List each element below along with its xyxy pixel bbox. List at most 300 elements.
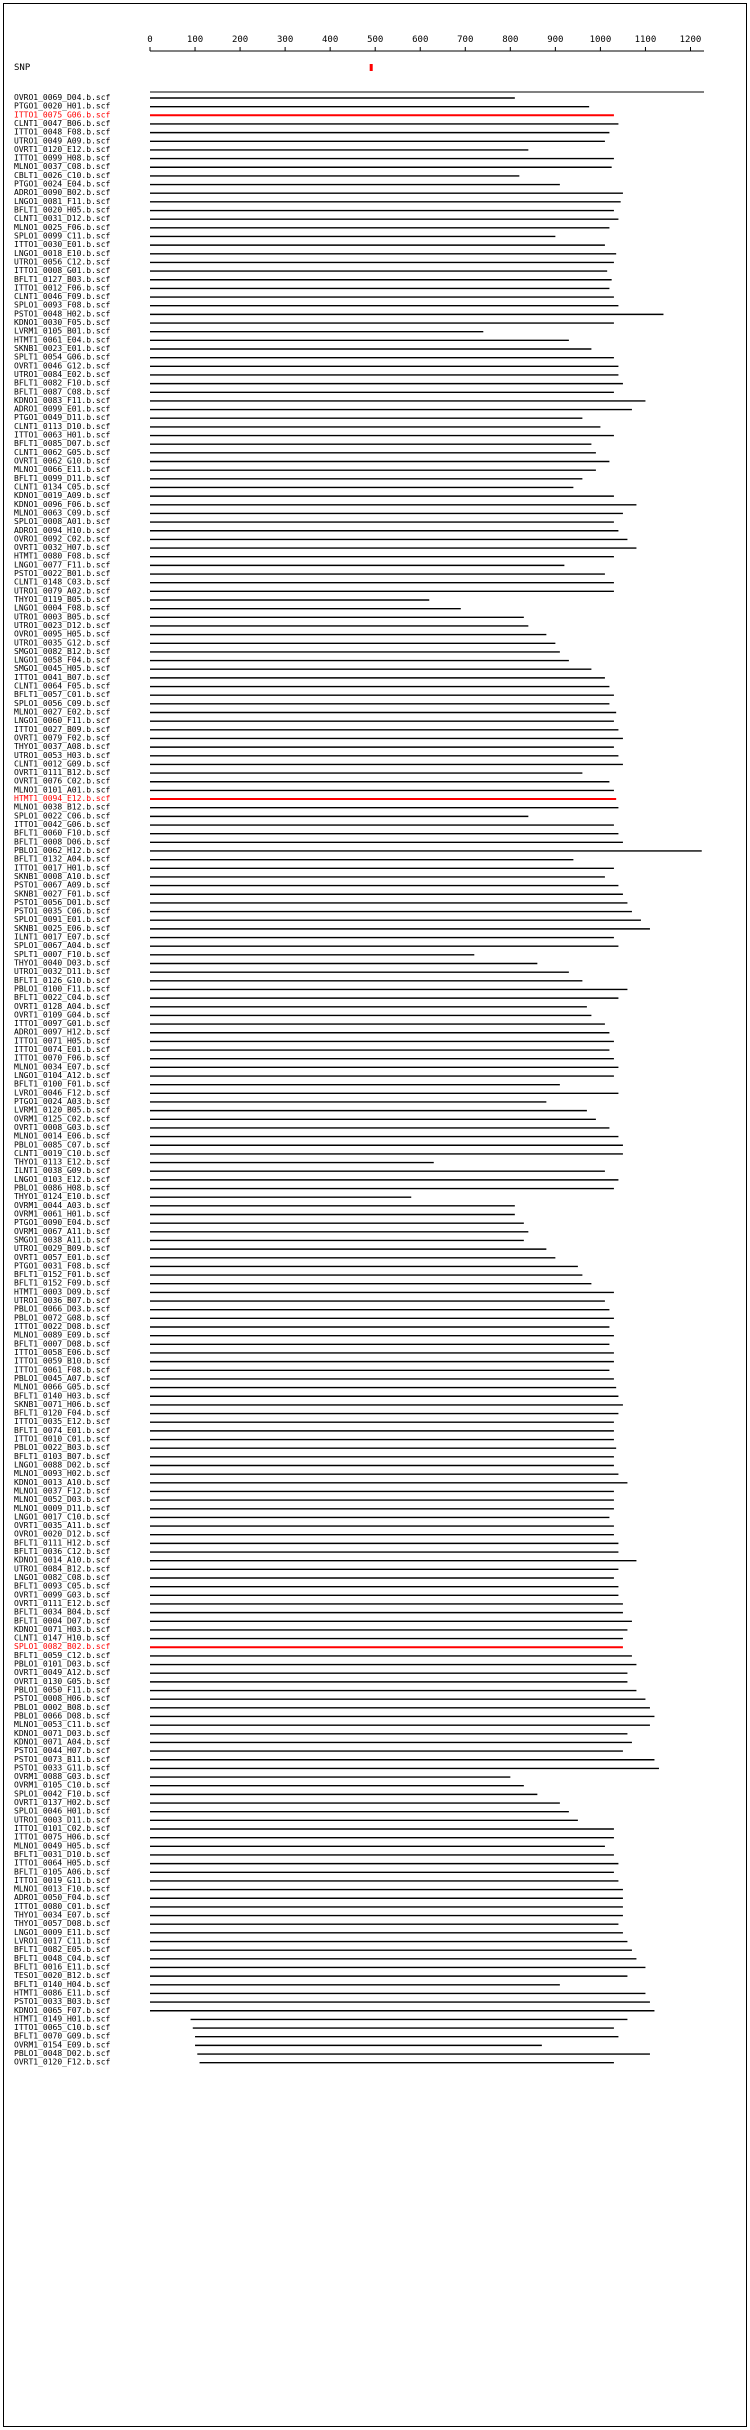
read-name[interactable]: MLNO1_0027_E02.b.scf (14, 707, 111, 717)
read-name[interactable]: PTGO1_0020_H01.b.scf (14, 101, 111, 111)
read-row[interactable] (14, 1962, 645, 1971)
read-name[interactable]: PBLO1_0072_G08.b.scf (14, 1313, 111, 1323)
read-row[interactable] (14, 1711, 654, 1720)
read-row[interactable] (14, 1158, 434, 1167)
read-name[interactable]: CBLT1_0026_C10.b.scf (14, 170, 111, 180)
read-name[interactable]: MLNO1_0025_F06.b.scf (14, 222, 111, 232)
read-name[interactable]: ITTO1_0030_E01.b.scf (14, 240, 111, 250)
read-name[interactable]: SMGO1_0038_A11.b.scf (14, 1235, 111, 1245)
read-name[interactable]: ITTO1_0061_F08.b.scf (14, 1365, 111, 1375)
read-row[interactable] (14, 1660, 636, 1669)
read-row[interactable] (14, 1261, 578, 1270)
read-name[interactable]: BFLT1_0059_C12.b.scf (14, 1650, 111, 1660)
read-name[interactable]: ITTO1_0048_F08.b.scf (14, 127, 111, 137)
read-name[interactable]: HTMT1_0080_F08.b.scf (14, 551, 111, 561)
read-row[interactable] (14, 188, 623, 197)
read-row[interactable] (14, 1625, 627, 1634)
read-row[interactable] (14, 1512, 609, 1521)
read-name[interactable]: PTGO1_0024_E04.b.scf (14, 179, 111, 189)
read-name[interactable]: BFLT1_0099_D11.b.scf (14, 473, 111, 483)
read-row[interactable] (14, 1166, 605, 1175)
read-name[interactable]: ITTO1_0097_G01.b.scf (14, 1019, 111, 1029)
read-name[interactable]: BFLT1_0004_D07.b.scf (14, 1616, 111, 1626)
read-name[interactable]: MLNO1_0101_A01.b.scf (14, 785, 111, 795)
read-name[interactable]: UTRO1_0003_B05.b.scf (14, 612, 111, 622)
read-name[interactable]: LNGO1_0103_E12.b.scf (14, 1174, 111, 1184)
read-name[interactable]: ITTO1_0017_H01.b.scf (14, 863, 111, 873)
read-row[interactable] (14, 1417, 614, 1426)
read-name[interactable]: CLNT1_0012_G09.b.scf (14, 759, 111, 769)
read-name[interactable]: LNGO1_0081_F11.b.scf (14, 196, 111, 206)
read-row[interactable] (14, 1651, 632, 1660)
read-name[interactable]: OVRO1_0020_D12.b.scf (14, 1529, 111, 1539)
read-row[interactable] (14, 1409, 618, 1418)
read-row[interactable] (14, 534, 627, 543)
read-name[interactable]: PSTO1_0033_B03.b.scf (14, 1997, 111, 2007)
read-row[interactable] (14, 1149, 623, 1158)
read-name[interactable]: OVRM1_0125_C02.b.scf (14, 1114, 111, 1124)
read-row[interactable] (14, 993, 618, 1002)
read-name[interactable]: OVRT1_0062_G10.b.scf (14, 456, 111, 466)
read-name[interactable]: BFLT1_0126_G10.b.scf (14, 975, 111, 985)
read-name[interactable]: PTGO1_0024_A03.b.scf (14, 1096, 111, 1106)
read-row[interactable] (14, 1426, 614, 1435)
read-name[interactable]: SPLO1_0067_A04.b.scf (14, 941, 111, 951)
read-row[interactable] (14, 1184, 614, 1193)
read-name[interactable]: HTMT1_0094_E12.b.scf (14, 794, 111, 804)
read-name[interactable]: ITTO1_0058_E06.b.scf (14, 1347, 111, 1357)
read-row[interactable] (14, 1478, 627, 1487)
read-name[interactable]: SPLO1_0099_C11.b.scf (14, 231, 111, 241)
read-row[interactable] (14, 560, 564, 569)
read-row[interactable] (14, 292, 614, 301)
read-row[interactable] (14, 586, 614, 595)
read-name[interactable]: KDNO1_0019_A09.b.scf (14, 491, 111, 501)
read-name[interactable]: MLNO1_0066_G05.b.scf (14, 1382, 111, 1392)
read-row[interactable] (14, 1781, 524, 1790)
read-name[interactable]: CLNT1_0062_G05.b.scf (14, 447, 111, 457)
read-name[interactable]: ITTO1_0099_H08.b.scf (14, 153, 111, 163)
read-row[interactable] (14, 206, 614, 215)
read-row[interactable] (14, 1815, 578, 1824)
read-name[interactable]: ITTO1_0035_E12.b.scf (14, 1417, 111, 1427)
read-row[interactable] (14, 457, 609, 466)
read-row[interactable] (14, 2014, 627, 2023)
read-row[interactable] (14, 2006, 654, 2015)
read-row[interactable] (14, 145, 528, 154)
read-row[interactable] (14, 1270, 582, 1279)
read-row[interactable] (14, 1859, 618, 1868)
read-name[interactable]: ADRO1_0094_H10.b.scf (14, 525, 111, 535)
read-name[interactable]: ITTO1_0080_C01.b.scf (14, 1901, 111, 1911)
read-row[interactable] (14, 1902, 623, 1911)
read-name[interactable]: ITTO1_0012_F06.b.scf (14, 283, 111, 293)
read-row[interactable] (14, 682, 609, 691)
read-row[interactable] (14, 1114, 596, 1123)
read-name[interactable]: MLNO1_0049_H05.b.scf (14, 1841, 111, 1851)
read-name[interactable]: CLNT1_0046_F09.b.scf (14, 292, 111, 302)
read-name[interactable]: ADRO1_0050_F04.b.scf (14, 1893, 111, 1903)
read-name[interactable]: SPLO1_0082_B02.b.scf (14, 1642, 111, 1652)
read-name[interactable]: MLNO1_0093_H02.b.scf (14, 1469, 111, 1479)
read-name[interactable]: SPLO1_0093_F08.b.scf (14, 300, 111, 310)
read-row[interactable] (14, 777, 609, 786)
read-row[interactable] (14, 569, 605, 578)
read-row[interactable] (14, 1789, 537, 1798)
read-name[interactable]: OVRT1_0046_G12.b.scf (14, 361, 111, 371)
read-name[interactable]: ITTO1_0065_C10.b.scf (14, 2023, 111, 2033)
read-row[interactable] (14, 552, 614, 561)
read-name[interactable]: CLNT1_0064_F05.b.scf (14, 681, 111, 691)
read-row[interactable] (14, 223, 609, 232)
read-row[interactable] (14, 1850, 614, 1859)
read-row[interactable] (14, 1919, 618, 1928)
read-name[interactable]: ADRO1_0090_B02.b.scf (14, 188, 111, 198)
read-name[interactable]: HTMT1_0003_D09.b.scf (14, 1287, 111, 1297)
read-row[interactable] (14, 1504, 614, 1513)
read-name[interactable]: PBLO1_0100_F11.b.scf (14, 984, 111, 994)
read-row[interactable] (14, 924, 650, 933)
read-row[interactable] (14, 604, 461, 613)
read-row[interactable] (14, 1833, 614, 1842)
read-row[interactable] (14, 1348, 614, 1357)
read-row[interactable] (14, 733, 623, 742)
read-row[interactable] (14, 387, 614, 396)
read-name[interactable]: BFLT1_0093_C05.b.scf (14, 1581, 111, 1591)
read-row[interactable] (14, 1253, 555, 1262)
read-row[interactable] (14, 275, 612, 284)
read-row[interactable] (14, 1123, 609, 1132)
read-row[interactable] (14, 656, 569, 665)
read-row[interactable] (14, 361, 618, 370)
read-name[interactable]: OVRT1_0111_B12.b.scf (14, 768, 111, 778)
read-name[interactable]: THYO1_0119_B05.b.scf (14, 594, 111, 604)
read-name[interactable]: SKNB1_0071_H06.b.scf (14, 1399, 111, 1409)
read-name[interactable]: ITTO1_0041_B07.b.scf (14, 672, 111, 682)
read-name[interactable]: ITTO1_0071_H05.b.scf (14, 1036, 111, 1046)
read-row[interactable] (14, 1841, 605, 1850)
read-name[interactable]: KDNO1_0013_A10.b.scf (14, 1477, 111, 1487)
read-name[interactable]: OVRT1_0111_E12.b.scf (14, 1598, 111, 1608)
read-row[interactable] (14, 1365, 609, 1374)
read-name[interactable]: UTRO1_0053_H03.b.scf (14, 750, 111, 760)
read-row[interactable] (14, 1045, 609, 1054)
read-name[interactable]: SKNB1_0023_E01.b.scf (14, 343, 111, 353)
read-name[interactable]: OVRT1_0130_G05.b.scf (14, 1676, 111, 1686)
read-name[interactable]: ADRO1_0099_E01.b.scf (14, 404, 111, 414)
read-row[interactable] (14, 1876, 618, 1885)
read-row[interactable] (14, 1737, 632, 1746)
read-name[interactable]: OVRM1_0088_G03.b.scf (14, 1772, 111, 1782)
read-name[interactable]: PBLO1_0062_H12.b.scf (14, 845, 111, 855)
read-row[interactable] (14, 517, 614, 526)
read-name[interactable]: BFLT1_0031_D10.b.scf (14, 1849, 111, 1859)
read-row[interactable] (14, 1668, 627, 1677)
read-row[interactable] (14, 1054, 614, 1063)
read-name[interactable]: ITTO1_0101_C02.b.scf (14, 1824, 111, 1833)
read-name[interactable]: SMGO1_0082_B12.b.scf (14, 646, 111, 656)
read-row[interactable] (14, 439, 591, 448)
read-name[interactable]: SKNB1_0008_A10.b.scf (14, 871, 111, 881)
read-name[interactable]: TESO1_0020_B12.b.scf (14, 1971, 111, 1981)
read-row[interactable] (14, 379, 623, 388)
read-name[interactable]: CLNT1_0031_D12.b.scf (14, 214, 111, 224)
read-row[interactable] (14, 396, 645, 405)
read-row[interactable] (14, 1564, 618, 1573)
read-row[interactable] (14, 448, 596, 457)
read-row[interactable] (14, 1235, 524, 1244)
read-name[interactable]: BFLT1_0085_D07.b.scf (14, 439, 111, 449)
read-name[interactable]: LNGO1_0018_E10.b.scf (14, 248, 111, 258)
read-name[interactable]: ITTO1_0010_C01.b.scf (14, 1434, 111, 1444)
read-name[interactable]: OVRT1_0079_F02.b.scf (14, 733, 111, 743)
read-name[interactable]: OVRT1_0032_H07.b.scf (14, 543, 111, 553)
read-name[interactable]: OVRT1_0128_A04.b.scf (14, 1001, 111, 1011)
read-row[interactable] (14, 1590, 618, 1599)
read-row[interactable] (14, 1071, 614, 1080)
read-row[interactable] (14, 1383, 616, 1392)
read-name[interactable]: ITTO1_0064_H05.b.scf (14, 1858, 111, 1868)
read-row[interactable] (14, 1028, 609, 1037)
read-name[interactable]: MLNO1_0038_B12.b.scf (14, 802, 111, 812)
read-row[interactable] (14, 941, 618, 950)
read-name[interactable]: BFLT1_0082_F10.b.scf (14, 378, 111, 388)
read-name[interactable]: THYO1_0034_E07.b.scf (14, 1910, 111, 1920)
read-row[interactable] (14, 829, 618, 838)
read-row[interactable] (14, 1244, 546, 1253)
read-row[interactable] (14, 1339, 609, 1348)
read-name[interactable]: MLNO1_0034_E07.b.scf (14, 1062, 111, 1072)
read-name[interactable]: PSTO1_0073_B11.b.scf (14, 1754, 111, 1764)
read-name[interactable]: THYO1_0124_E10.b.scf (14, 1192, 111, 1202)
read-row[interactable] (14, 128, 609, 137)
read-row[interactable] (14, 1530, 614, 1539)
read-row[interactable] (14, 526, 618, 535)
read-row[interactable] (14, 811, 528, 820)
read-name[interactable]: BFLT1_0022_C04.b.scf (14, 993, 111, 1003)
read-row[interactable] (14, 1175, 618, 1184)
read-name[interactable]: SPLT1_0054_G06.b.scf (14, 352, 111, 362)
read-name[interactable]: BFLT1_0120_F04.b.scf (14, 1408, 111, 1418)
read-row[interactable] (14, 1893, 623, 1902)
read-name[interactable]: UTRO1_0003_D11.b.scf (14, 1815, 111, 1825)
read-row[interactable] (14, 180, 560, 189)
read-name[interactable]: OVRM1_0154_E09.b.scf (14, 2040, 111, 2050)
read-row[interactable] (14, 1677, 627, 1686)
read-name[interactable]: BFLT1_0070_G09.b.scf (14, 2031, 111, 2041)
read-row[interactable] (14, 1019, 605, 1028)
read-name[interactable]: PBLO1_0086_H08.b.scf (14, 1183, 111, 1193)
read-row[interactable] (14, 1460, 614, 1469)
read-row[interactable] (14, 794, 616, 803)
read-row[interactable] (14, 508, 623, 517)
read-name[interactable]: SPLO1_0008_A01.b.scf (14, 517, 111, 527)
read-row[interactable] (14, 673, 605, 682)
read-row[interactable] (14, 1374, 614, 1383)
read-name[interactable]: PSTO1_0035_C06.b.scf (14, 906, 111, 916)
read-row[interactable] (14, 1357, 614, 1366)
read-name[interactable]: BFLT1_0127_B03.b.scf (14, 274, 111, 284)
read-name[interactable]: SPLO1_0056_C09.b.scf (14, 698, 111, 708)
read-row[interactable] (14, 1824, 614, 1833)
read-name[interactable]: THYO1_0040_D03.b.scf (14, 958, 111, 968)
read-row[interactable] (14, 171, 519, 180)
read-row[interactable] (14, 725, 618, 734)
read-row[interactable] (14, 984, 627, 993)
read-name[interactable]: PSTO1_0008_H06.b.scf (14, 1694, 111, 1704)
read-name[interactable]: HTMT1_0149_H01.b.scf (14, 2014, 111, 2024)
read-name[interactable]: BFLT1_0074_E01.b.scf (14, 1425, 111, 1435)
read-row[interactable] (14, 976, 582, 985)
read-row[interactable] (14, 933, 614, 942)
read-name[interactable]: LVRM1_0120_B05.b.scf (14, 1105, 111, 1115)
read-name[interactable]: OVRM1_0061_H01.b.scf (14, 1209, 111, 1219)
read-row[interactable] (14, 742, 614, 751)
read-name[interactable]: BFLT1_0036_C12.b.scf (14, 1547, 111, 1557)
read-row[interactable] (14, 1322, 609, 1331)
read-row[interactable] (14, 110, 614, 119)
read-row[interactable] (14, 1313, 614, 1322)
read-row[interactable] (14, 370, 618, 379)
read-name[interactable]: PBLO1_0101_D03.b.scf (14, 1659, 111, 1669)
read-name[interactable]: OVRT1_0049_A12.b.scf (14, 1668, 111, 1678)
read-name[interactable]: LVRO1_0046_F12.b.scf (14, 1088, 111, 1098)
read-row[interactable] (14, 1798, 560, 1807)
read-row[interactable] (14, 543, 636, 552)
read-row[interactable] (14, 1937, 627, 1946)
read-row[interactable] (14, 1686, 636, 1695)
read-row[interactable] (14, 327, 483, 336)
read-name[interactable]: BFLT1_0020_H05.b.scf (14, 205, 111, 215)
read-name[interactable]: OVRO1_0069_D04.b.scf (14, 93, 111, 102)
read-row[interactable] (14, 214, 618, 223)
read-name[interactable]: OVRT1_0035_A11.b.scf (14, 1521, 111, 1531)
read-row[interactable] (14, 2032, 618, 2041)
read-name[interactable]: SPLO1_0022_C06.b.scf (14, 811, 111, 821)
read-row[interactable] (14, 2040, 542, 2049)
read-name[interactable]: BFLT1_0048_C04.b.scf (14, 1953, 111, 1963)
read-name[interactable]: ILNT1_0038_G09.b.scf (14, 1166, 111, 1176)
read-row[interactable] (14, 1227, 528, 1236)
read-name[interactable]: UTRO1_0049_A09.b.scf (14, 136, 111, 146)
read-name[interactable]: PTGO1_0031_F08.b.scf (14, 1261, 111, 1271)
read-name[interactable]: MLNO1_0037_C08.b.scf (14, 162, 111, 172)
read-name[interactable]: OVRT1_0099_G03.b.scf (14, 1590, 111, 1600)
read-name[interactable]: ITTO1_0063_H01.b.scf (14, 430, 111, 440)
read-row[interactable] (14, 1980, 560, 1989)
read-row[interactable] (14, 1391, 618, 1400)
read-row[interactable] (14, 301, 618, 310)
read-name[interactable]: PSTO1_0044_H07.b.scf (14, 1746, 111, 1756)
read-name[interactable]: PBLO1_0045_A07.b.scf (14, 1373, 111, 1383)
read-row[interactable] (14, 708, 616, 717)
read-row[interactable] (14, 1772, 510, 1781)
read-row[interactable] (14, 1218, 524, 1227)
read-name[interactable]: UTRO1_0056_C12.b.scf (14, 257, 111, 267)
read-name[interactable]: BFLT1_0034_B04.b.scf (14, 1607, 111, 1617)
read-name[interactable]: BFLT1_0060_F10.b.scf (14, 828, 111, 838)
read-name[interactable]: UTRO1_0032_D11.b.scf (14, 967, 111, 977)
read-name[interactable]: SKNB1_0027_F01.b.scf (14, 889, 111, 899)
read-row[interactable] (14, 309, 663, 318)
read-name[interactable]: MLNO1_0066_E11.b.scf (14, 465, 111, 475)
read-row[interactable] (14, 716, 614, 725)
read-row[interactable] (14, 907, 632, 916)
read-name[interactable]: BFLT1_0082_E05.b.scf (14, 1945, 111, 1955)
read-row[interactable] (14, 491, 614, 500)
read-name[interactable]: CLNT1_0047_B06.b.scf (14, 118, 111, 128)
read-row[interactable] (14, 1010, 591, 1019)
read-row[interactable] (14, 318, 614, 327)
read-name[interactable]: BFLT1_0105_A06.b.scf (14, 1867, 111, 1877)
read-row[interactable] (14, 1062, 618, 1071)
read-row[interactable] (14, 950, 474, 959)
read-row[interactable] (14, 1746, 623, 1755)
read-name[interactable]: ITTO1_0075_G06.b.scf (14, 110, 111, 120)
read-name[interactable]: OVRT1_0076_C02.b.scf (14, 776, 111, 786)
read-name[interactable]: LVRO1_0017_C11.b.scf (14, 1936, 111, 1946)
read-name[interactable]: KDNO1_0071_D03.b.scf (14, 1728, 111, 1738)
read-row[interactable] (14, 1088, 618, 1097)
read-name[interactable]: OVRT1_0120_E12.b.scf (14, 144, 111, 154)
read-row[interactable] (14, 803, 618, 812)
read-row[interactable] (14, 1807, 569, 1816)
read-row[interactable] (14, 768, 582, 777)
read-name[interactable]: UTRO1_0023_D12.b.scf (14, 620, 111, 630)
read-name[interactable]: SMGO1_0045_H05.b.scf (14, 664, 111, 674)
snp-marker[interactable] (370, 64, 373, 71)
read-name[interactable]: BFLT1_0100_F01.b.scf (14, 1079, 111, 1089)
read-row[interactable] (14, 1547, 618, 1556)
read-row[interactable] (14, 1755, 654, 1764)
read-name[interactable]: MLNO1_0053_C11.b.scf (14, 1720, 111, 1730)
read-row[interactable] (14, 335, 569, 344)
read-row[interactable] (14, 1140, 623, 1149)
read-name[interactable]: UTRO1_0029_B09.b.scf (14, 1244, 111, 1254)
read-row[interactable] (14, 1132, 618, 1141)
read-name[interactable]: UTRO1_0079_A02.b.scf (14, 586, 111, 596)
read-name[interactable]: PBLO1_0050_F11.b.scf (14, 1685, 111, 1695)
read-name[interactable]: BFLT1_0016_E11.b.scf (14, 1962, 111, 1972)
read-row[interactable] (14, 1201, 515, 1210)
read-name[interactable]: ITTO1_0074_E01.b.scf (14, 1045, 111, 1055)
read-name[interactable]: HTMT1_0061_E04.b.scf (14, 335, 111, 345)
read-name[interactable]: UTRO1_0035_G12.b.scf (14, 638, 111, 648)
read-row[interactable] (14, 1608, 623, 1617)
read-row[interactable] (14, 612, 524, 621)
read-row[interactable] (14, 915, 641, 924)
read-row[interactable] (14, 1495, 614, 1504)
read-row[interactable] (14, 2058, 614, 2067)
read-name[interactable]: ILNT1_0017_E07.b.scf (14, 932, 111, 942)
read-name[interactable]: BFLT1_0152_F01.b.scf (14, 1270, 111, 1280)
read-name[interactable]: PTGO1_0090_E04.b.scf (14, 1218, 111, 1228)
read-name[interactable]: MLNO1_0009_D11.b.scf (14, 1503, 111, 1513)
read-name[interactable]: KDNO1_0014_A10.b.scf (14, 1555, 111, 1565)
read-row[interactable] (14, 1928, 623, 1937)
read-name[interactable]: SPLO1_0046_H01.b.scf (14, 1806, 111, 1816)
read-row[interactable] (14, 1642, 623, 1651)
read-row[interactable] (14, 2049, 650, 2058)
read-name[interactable]: MLNO1_0089_E09.b.scf (14, 1330, 111, 1340)
read-row[interactable] (14, 846, 702, 855)
read-name[interactable]: ITTO1_0059_B10.b.scf (14, 1356, 111, 1366)
read-name[interactable]: PBLO1_0066_D08.b.scf (14, 1711, 111, 1721)
read-row[interactable] (14, 1954, 636, 1963)
read-name[interactable]: SKNB1_0025_E06.b.scf (14, 923, 111, 933)
read-row[interactable] (14, 1911, 623, 1920)
read-name[interactable]: PBLO1_0085_C07.b.scf (14, 1140, 111, 1150)
